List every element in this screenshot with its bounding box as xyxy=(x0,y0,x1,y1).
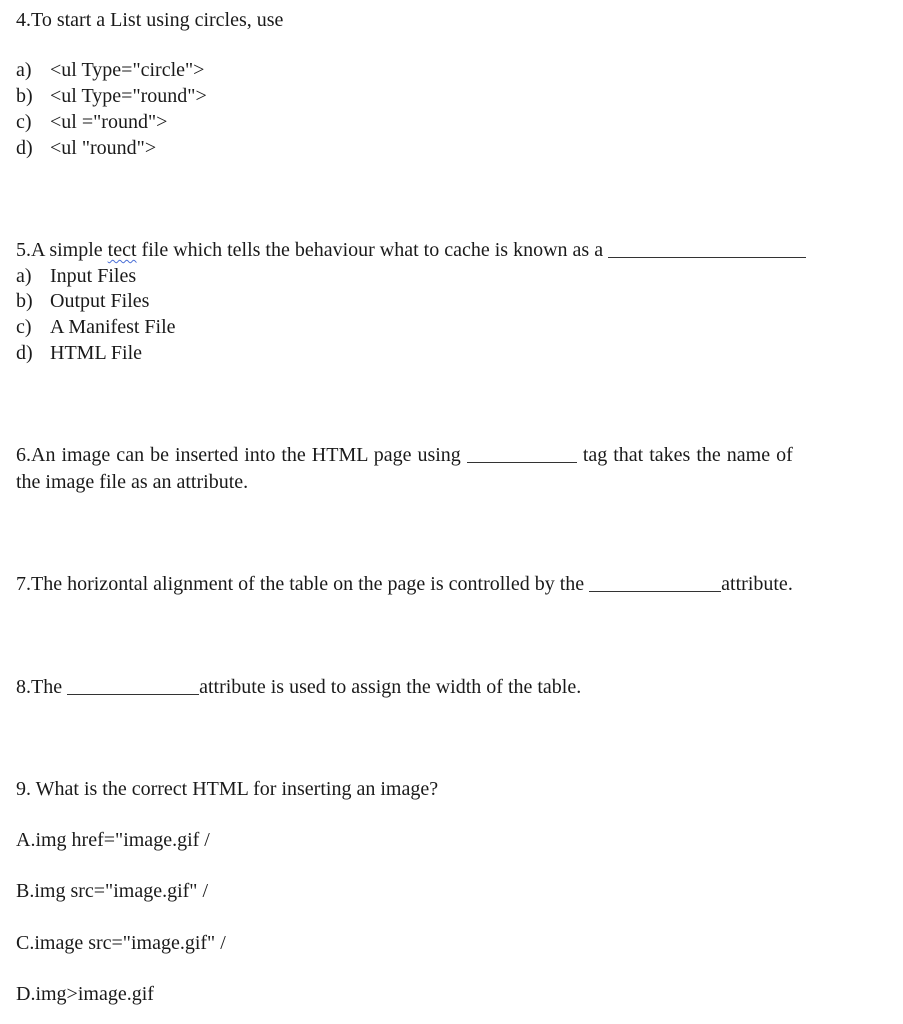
q6-part1: 6.An image can be inserted into the HTML page using xyxy=(16,444,461,466)
option-text: HTML File xyxy=(50,342,143,364)
q7-part1: 7.The horizontal alignment of the table on the page is controlled by the xyxy=(16,573,585,595)
answer-blank xyxy=(467,461,577,463)
q4-option-d xyxy=(16,136,156,160)
answer-blank xyxy=(608,256,806,258)
option-text: Input Files xyxy=(50,265,137,287)
option-text: <ul ="round"> xyxy=(50,111,168,133)
q9-option-a: A.img href="image.gif / xyxy=(16,829,210,851)
q5-option-c xyxy=(16,315,176,339)
q6-question-line2: the image file as an attribute. xyxy=(16,471,249,493)
q9-option-d: D.img>image.gif xyxy=(16,983,154,1005)
option-letter: a) xyxy=(16,265,32,287)
answer-blank xyxy=(589,590,721,592)
option-letter: d) xyxy=(16,342,33,364)
q5-question-post: file which tells the behaviour what to cache is known as a xyxy=(136,239,604,261)
option-text: <ul "round"> xyxy=(50,137,157,159)
option-letter: b) xyxy=(16,85,33,107)
q6-part2: tag that takes the name of xyxy=(582,444,793,466)
q5-option-d xyxy=(16,341,142,365)
option-text: Output Files xyxy=(50,290,150,312)
q7-question xyxy=(16,572,793,596)
q4-option-b xyxy=(16,84,207,108)
option-letter: c) xyxy=(16,111,32,133)
q8-question xyxy=(16,675,581,699)
q9-option-b: B.img src="image.gif" / xyxy=(16,880,209,902)
q8-part1: 8.The xyxy=(16,676,63,698)
q4-option-c xyxy=(16,110,167,134)
option-letter: d) xyxy=(16,137,33,159)
option-text: A Manifest File xyxy=(50,316,176,338)
option-text: <ul Type="circle"> xyxy=(50,59,205,81)
q5-option-a xyxy=(16,264,136,288)
option-letter: b) xyxy=(16,290,33,312)
q9-question: 9. What is the correct HTML for inserting an image? xyxy=(16,778,439,800)
q8-part2: attribute is used to assign the width of the table. xyxy=(199,676,582,698)
option-letter: a) xyxy=(16,59,32,81)
q7-part2: attribute. xyxy=(721,573,793,595)
q4-question: 4.To start a List using circles, use xyxy=(16,9,284,31)
q5-question xyxy=(16,238,806,262)
q5-option-b xyxy=(16,289,149,313)
option-text: <ul Type="round"> xyxy=(50,85,207,107)
option-letter: c) xyxy=(16,316,32,338)
answer-blank xyxy=(67,693,199,695)
q9-option-c: C.image src="image.gif" / xyxy=(16,932,226,954)
q4-option-a xyxy=(16,58,204,82)
misspelled-word: tect xyxy=(107,239,137,261)
q5-question-pre: 5.A simple xyxy=(16,239,108,261)
q6-question-line1 xyxy=(16,443,793,467)
